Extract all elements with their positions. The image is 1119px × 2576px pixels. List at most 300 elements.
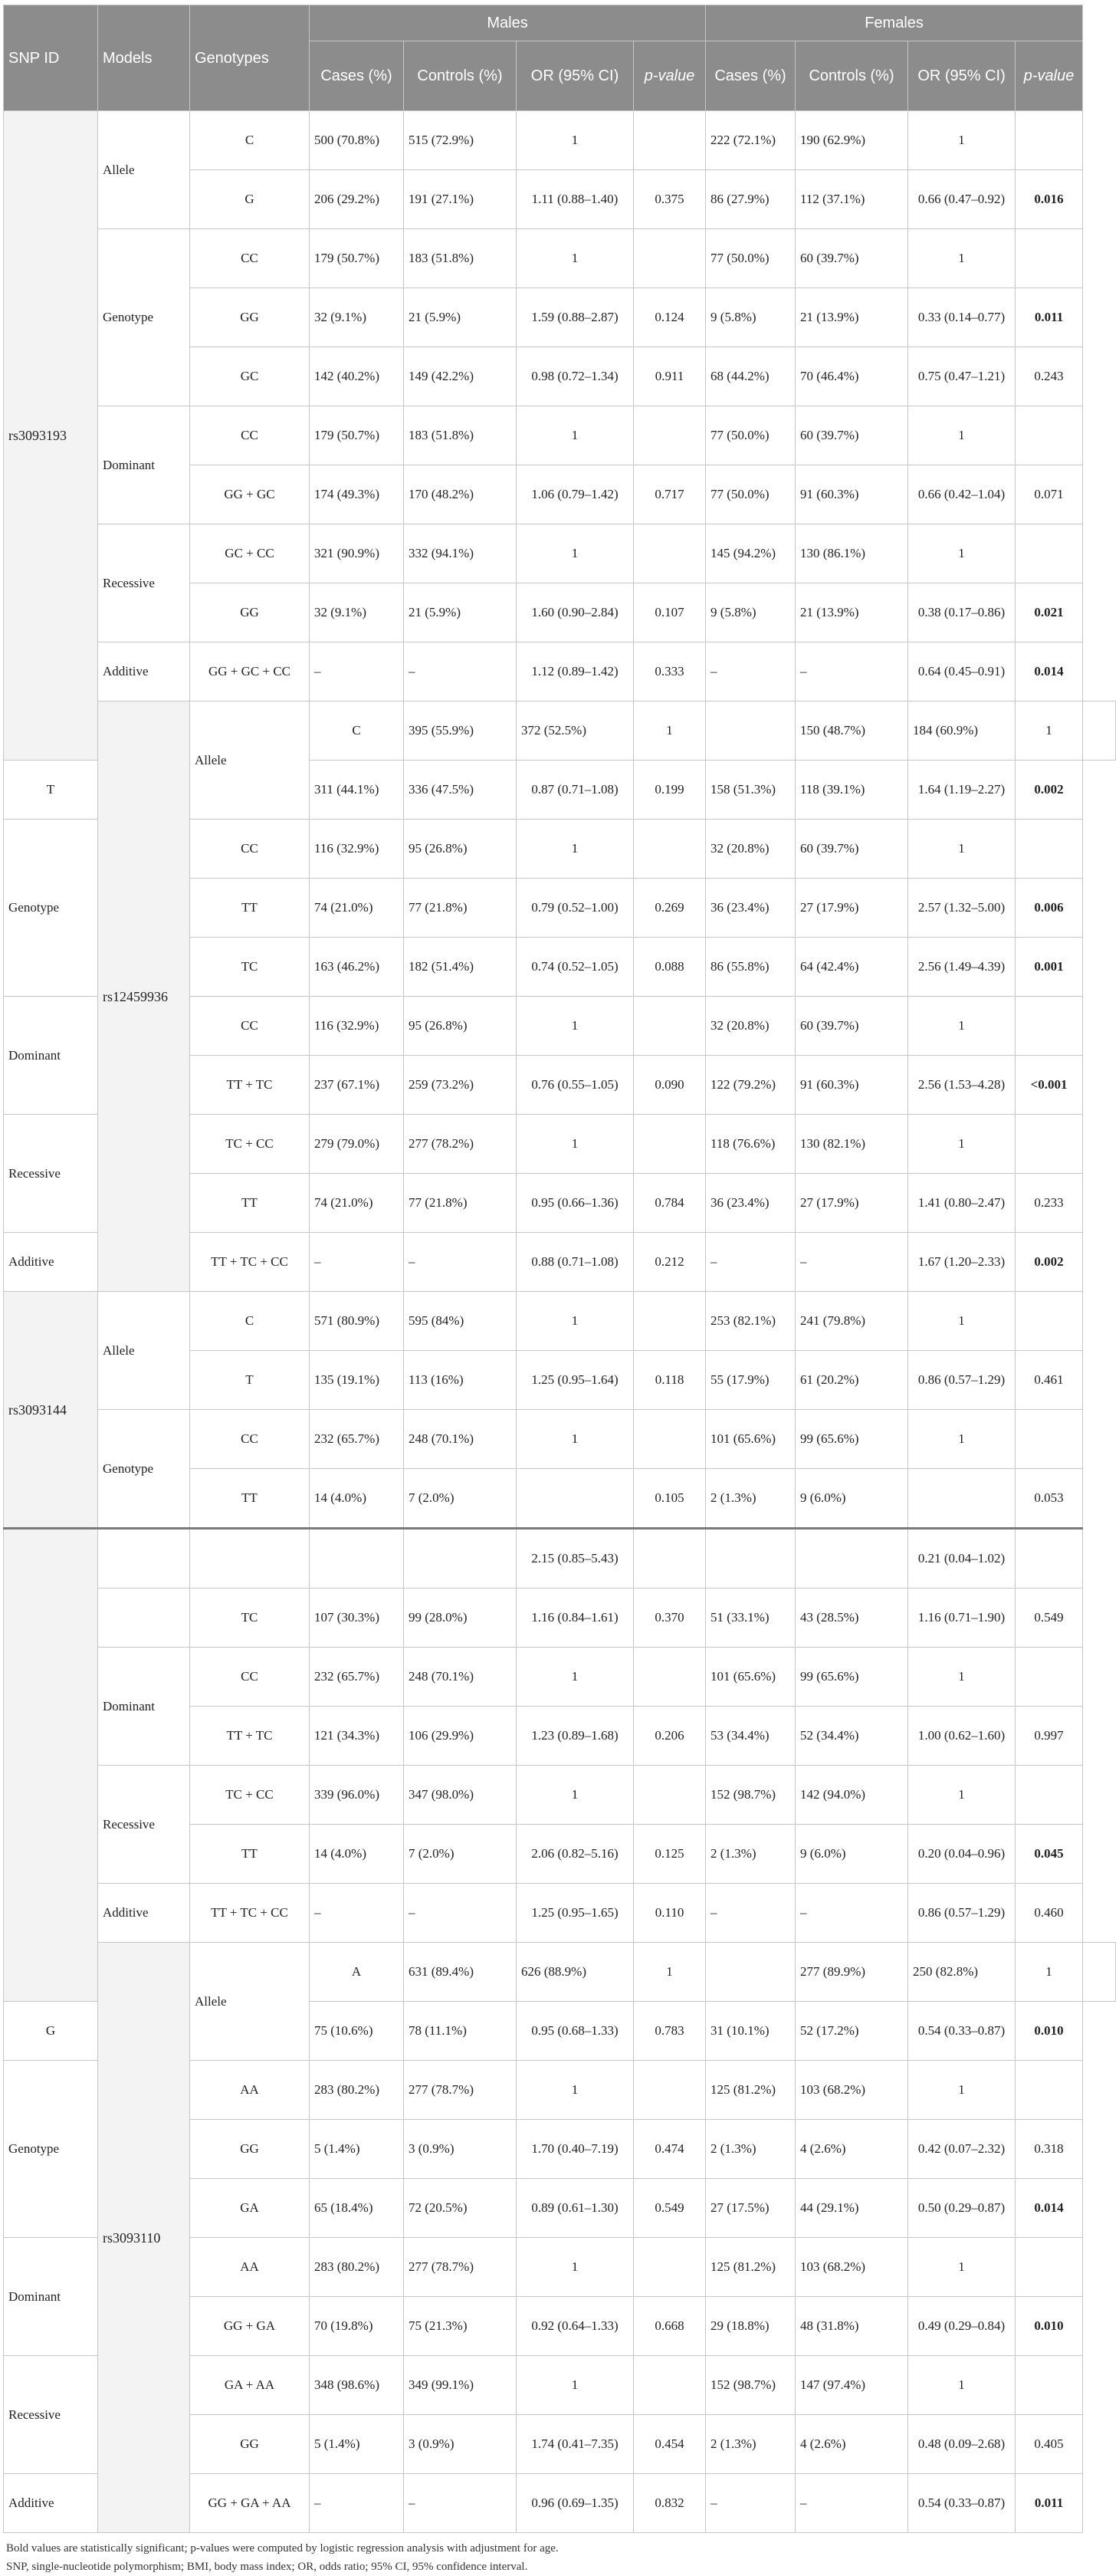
model-cell: Dominant: [98, 1648, 190, 1766]
male-pvalue-cell: [634, 2356, 706, 2415]
table-body: [4, 111, 1116, 2533]
male-cases-cell: 321 (90.9%): [310, 524, 404, 583]
header-male-pvalue: p-value: [634, 41, 706, 111]
male-cases-cell: 65 (18.4%): [310, 2179, 404, 2238]
genotype-cell: TT + TC + CC: [190, 1233, 310, 1292]
male-cases-cell: 179 (50.7%): [310, 406, 404, 465]
female-pvalue-cell: 0.010: [1016, 2297, 1083, 2356]
female-cases-cell: 2 (1.3%): [706, 2120, 796, 2179]
model-cell: [98, 1589, 190, 1648]
male-pvalue-cell: [634, 2238, 706, 2297]
table-row: [4, 702, 1116, 761]
male-cases-cell: 70 (19.8%): [310, 2297, 404, 2356]
genotype-cell: AA: [190, 2061, 310, 2120]
genotype-cell: G: [4, 2002, 98, 2061]
male-pvalue-cell: [634, 997, 706, 1056]
male-or-cell: 1.25 (0.95–1.64): [517, 1351, 634, 1410]
male-or-cell: 1: [517, 524, 634, 583]
model-cell: Additive: [98, 1884, 190, 1943]
female-cases-cell: –: [706, 1233, 796, 1292]
male-pvalue-cell: [634, 1529, 706, 1589]
female-controls-cell: –: [796, 2474, 908, 2533]
female-pvalue-cell: 0.014: [1016, 642, 1083, 702]
genotype-cell: CC: [190, 997, 310, 1056]
genotype-cell: GA: [190, 2179, 310, 2238]
table-row: [4, 1648, 1116, 1707]
table-header: [4, 5, 1116, 111]
male-pvalue-cell: 0.370: [634, 1589, 706, 1648]
female-pvalue-cell: 0.318: [1016, 2120, 1083, 2179]
female-controls-cell: 130 (82.1%): [796, 1115, 908, 1174]
male-pvalue-cell: 0.911: [634, 347, 706, 406]
female-controls-cell: 99 (65.6%): [796, 1410, 908, 1469]
female-or-cell: 1: [1016, 702, 1083, 761]
male-or-cell: 1: [517, 2356, 634, 2415]
male-or-cell: 1: [634, 702, 706, 761]
male-cases-cell: 283 (80.2%): [310, 2238, 404, 2297]
male-or-cell: 0.98 (0.72–1.34): [517, 347, 634, 406]
model-cell: Allele: [190, 702, 310, 820]
male-cases-cell: [310, 1529, 404, 1589]
male-pvalue-cell: 0.206: [634, 1707, 706, 1766]
table-row: [4, 1589, 1116, 1648]
female-pvalue-cell: 0.997: [1016, 1707, 1083, 1766]
male-pvalue-cell: 0.110: [634, 1884, 706, 1943]
male-controls-cell: 277 (78.7%): [404, 2238, 517, 2297]
male-or-cell: 1: [517, 820, 634, 879]
male-pvalue-cell: 0.454: [634, 2415, 706, 2474]
male-or-cell: 0.79 (0.52–1.00): [517, 879, 634, 938]
female-controls-cell: 61 (20.2%): [796, 1351, 908, 1410]
female-cases-cell: 2 (1.3%): [706, 1825, 796, 1884]
male-cases-cell: 74 (21.0%): [310, 1174, 404, 1233]
male-pvalue-cell: [634, 111, 706, 170]
male-or-cell: 0.74 (0.52–1.05): [517, 938, 634, 997]
female-cases-cell: 122 (79.2%): [706, 1056, 796, 1115]
female-or-cell: 0.50 (0.29–0.87): [908, 2179, 1016, 2238]
male-or-cell: 1: [517, 1292, 634, 1351]
header-female-pvalue: p-value: [1016, 41, 1083, 111]
male-pvalue-cell: 0.118: [634, 1351, 706, 1410]
male-pvalue-cell: 0.124: [634, 288, 706, 347]
male-pvalue-cell: 0.832: [634, 2474, 706, 2533]
table-row: [4, 1943, 1116, 2002]
genotype-cell: TT: [190, 1469, 310, 1529]
male-controls-cell: 21 (5.9%): [404, 288, 517, 347]
model-cell: Dominant: [4, 2238, 98, 2356]
genotype-cell: TC + CC: [190, 1115, 310, 1174]
header-females: Females: [706, 5, 1083, 41]
female-cases-cell: –: [706, 642, 796, 702]
female-cases-cell: 53 (34.4%): [706, 1707, 796, 1766]
male-or-cell: 1.06 (0.79–1.42): [517, 465, 634, 524]
female-cases-cell: 2 (1.3%): [706, 1469, 796, 1529]
female-controls-cell: 142 (94.0%): [796, 1766, 908, 1825]
female-pvalue-cell: 0.045: [1016, 1825, 1083, 1884]
female-or-cell: 1: [908, 111, 1016, 170]
genotype-cell: GG: [190, 288, 310, 347]
male-or-cell: 1.59 (0.88–2.87): [517, 288, 634, 347]
female-pvalue-cell: [1016, 997, 1083, 1056]
genotype-cell: GC + CC: [190, 524, 310, 583]
male-or-cell: 0.96 (0.69–1.35): [517, 2474, 634, 2533]
female-controls-cell: 60 (39.7%): [796, 820, 908, 879]
male-pvalue-cell: [634, 229, 706, 288]
header-male-controls: Controls (%): [404, 41, 517, 111]
model-cell: Additive: [4, 2474, 98, 2533]
female-controls-cell: 21 (13.9%): [796, 288, 908, 347]
female-controls-cell: –: [796, 1884, 908, 1943]
male-cases-cell: 5 (1.4%): [310, 2120, 404, 2179]
male-cases-cell: 121 (34.3%): [310, 1707, 404, 1766]
female-pvalue-cell: 0.233: [1016, 1174, 1083, 1233]
header-female-cases: Cases (%): [706, 41, 796, 111]
female-controls-cell: –: [796, 642, 908, 702]
female-or-cell: 2.56 (1.53–4.28): [908, 1056, 1016, 1115]
female-controls-cell: 4 (2.6%): [796, 2415, 908, 2474]
male-controls-cell: 77 (21.8%): [404, 1174, 517, 1233]
male-pvalue-cell: 0.090: [634, 1056, 706, 1115]
male-cases-cell: 135 (19.1%): [310, 1351, 404, 1410]
male-pvalue-cell: 0.474: [634, 2120, 706, 2179]
female-cases-cell: 253 (82.1%): [706, 1292, 796, 1351]
female-pvalue-cell: 0.002: [1016, 761, 1083, 820]
footnote-abbreviations: SNP, single-nucleotide polymorphism; BMI, body mass index; OR, odds ratio; 95% CI, 95% confidence interval.: [6, 2561, 528, 2573]
female-cases-cell: 36 (23.4%): [706, 1174, 796, 1233]
male-or-cell: 1.25 (0.95–1.65): [517, 1884, 634, 1943]
male-cases-cell: 5 (1.4%): [310, 2415, 404, 2474]
model-cell: [98, 1529, 190, 1589]
female-pvalue-cell: <0.001: [1016, 1056, 1083, 1115]
male-or-cell: 2.06 (0.82–5.16): [517, 1825, 634, 1884]
female-pvalue-cell: [1016, 524, 1083, 583]
female-cases-cell: 222 (72.1%): [706, 111, 796, 170]
male-cases-cell: 14 (4.0%): [310, 1469, 404, 1529]
table-row: [4, 1884, 1116, 1943]
male-cases-cell: 348 (98.6%): [310, 2356, 404, 2415]
male-cases-cell: 142 (40.2%): [310, 347, 404, 406]
model-cell: Recessive: [4, 1115, 98, 1233]
female-cases-cell: 150 (48.7%): [796, 702, 908, 761]
table-footnotes: [3, 2539, 1119, 2576]
male-or-cell: 1: [517, 406, 634, 465]
male-controls-cell: 626 (88.9%): [517, 1943, 634, 2002]
table-row: [4, 406, 1116, 465]
genotype-cell: T: [4, 761, 98, 820]
male-or-cell: 0.87 (0.71–1.08): [517, 761, 634, 820]
male-controls-cell: 149 (42.2%): [404, 347, 517, 406]
male-controls-cell: 349 (99.1%): [404, 2356, 517, 2415]
genotype-cell: C: [190, 111, 310, 170]
male-or-cell: 1: [517, 229, 634, 288]
female-cases-cell: –: [706, 2474, 796, 2533]
female-cases-cell: 31 (10.1%): [706, 2002, 796, 2061]
male-cases-cell: 232 (65.7%): [310, 1410, 404, 1469]
male-cases-cell: 32 (9.1%): [310, 288, 404, 347]
male-controls-cell: 78 (11.1%): [404, 2002, 517, 2061]
female-or-cell: 0.20 (0.04–0.96): [908, 1825, 1016, 1884]
female-or-cell: 1: [908, 1648, 1016, 1707]
male-controls-cell: 77 (21.8%): [404, 879, 517, 938]
female-or-cell: 0.54 (0.33–0.87): [908, 2002, 1016, 2061]
male-pvalue-cell: 0.199: [634, 761, 706, 820]
male-pvalue-cell: 0.333: [634, 642, 706, 702]
male-controls-cell: 595 (84%): [404, 1292, 517, 1351]
female-controls-cell: 44 (29.1%): [796, 2179, 908, 2238]
female-or-cell: 1: [908, 524, 1016, 583]
female-or-cell: 1: [908, 2061, 1016, 2120]
female-or-cell: 1: [908, 2238, 1016, 2297]
genotype-cell: GA + AA: [190, 2356, 310, 2415]
genotype-cell: C: [190, 1292, 310, 1351]
male-pvalue-cell: [634, 820, 706, 879]
female-cases-cell: 86 (27.9%): [706, 170, 796, 229]
male-or-cell: 0.95 (0.66–1.36): [517, 1174, 634, 1233]
female-cases-cell: 145 (94.2%): [706, 524, 796, 583]
female-controls-cell: 70 (46.4%): [796, 347, 908, 406]
model-cell: Additive: [98, 642, 190, 702]
genotype-cell: GG + GC: [190, 465, 310, 524]
genotype-cell: GC: [190, 347, 310, 406]
genotype-cell: T: [190, 1351, 310, 1410]
female-pvalue-cell: 0.243: [1016, 347, 1083, 406]
female-pvalue-cell: 0.011: [1016, 288, 1083, 347]
female-or-cell: 0.48 (0.09–2.68): [908, 2415, 1016, 2474]
female-or-cell: 0.38 (0.17–0.86): [908, 583, 1016, 642]
male-pvalue-cell: [634, 406, 706, 465]
table-row: [4, 1529, 1116, 1589]
male-controls-cell: –: [404, 2474, 517, 2533]
male-controls-cell: 191 (27.1%): [404, 170, 517, 229]
genotype-cell: CC: [190, 1410, 310, 1469]
male-controls-cell: 95 (26.8%): [404, 997, 517, 1056]
female-pvalue-cell: 0.001: [1016, 938, 1083, 997]
male-cases-cell: 283 (80.2%): [310, 2061, 404, 2120]
female-or-cell: 0.33 (0.14–0.77): [908, 288, 1016, 347]
male-pvalue-cell: [634, 524, 706, 583]
female-cases-cell: 55 (17.9%): [706, 1351, 796, 1410]
male-pvalue-cell: 0.269: [634, 879, 706, 938]
female-controls-cell: 60 (39.7%): [796, 229, 908, 288]
male-controls-cell: 113 (16%): [404, 1351, 517, 1410]
female-or-cell: 1: [908, 820, 1016, 879]
male-cases-cell: 74 (21.0%): [310, 879, 404, 938]
table-row: [4, 1410, 1116, 1469]
female-pvalue-cell: [1016, 1292, 1083, 1351]
male-controls-cell: 182 (51.4%): [404, 938, 517, 997]
male-pvalue-cell: 0.125: [634, 1825, 706, 1884]
table-row: [4, 642, 1116, 702]
genotype-cell: TC: [190, 938, 310, 997]
female-controls-cell: 99 (65.6%): [796, 1648, 908, 1707]
female-pvalue-cell: [1083, 1943, 1116, 2002]
male-cases-cell: 631 (89.4%): [404, 1943, 517, 2002]
female-pvalue-cell: [1016, 820, 1083, 879]
genotype-cell: GG: [190, 2415, 310, 2474]
male-pvalue-cell: [634, 1410, 706, 1469]
genotype-cell: GG + GA + AA: [190, 2474, 310, 2533]
female-cases-cell: 101 (65.6%): [706, 1410, 796, 1469]
header-male-or: OR (95% CI): [517, 41, 634, 111]
female-controls-cell: 147 (97.4%): [796, 2356, 908, 2415]
female-controls-cell: 27 (17.9%): [796, 1174, 908, 1233]
male-cases-cell: 75 (10.6%): [310, 2002, 404, 2061]
female-controls-cell: 184 (60.9%): [908, 702, 1016, 761]
genotype-cell: GG: [190, 2120, 310, 2179]
female-or-cell: 1: [908, 997, 1016, 1056]
male-or-cell: 1: [517, 2238, 634, 2297]
male-controls-cell: 248 (70.1%): [404, 1410, 517, 1469]
male-controls-cell: 248 (70.1%): [404, 1648, 517, 1707]
snp-id-cell: [4, 1529, 98, 2002]
male-cases-cell: 232 (65.7%): [310, 1648, 404, 1707]
male-cases-cell: 179 (50.7%): [310, 229, 404, 288]
female-pvalue-cell: [1016, 2061, 1083, 2120]
male-pvalue-cell: [706, 1943, 796, 2002]
female-or-cell: 2.57 (1.32–5.00): [908, 879, 1016, 938]
male-pvalue-cell: [634, 1292, 706, 1351]
male-controls-cell: 7 (2.0%): [404, 1825, 517, 1884]
male-controls-cell: 259 (73.2%): [404, 1056, 517, 1115]
female-pvalue-cell: [1016, 229, 1083, 288]
male-controls-cell: 99 (28.0%): [404, 1589, 517, 1648]
female-cases-cell: 77 (50.0%): [706, 229, 796, 288]
model-cell: Recessive: [98, 524, 190, 642]
genotype-cell: TT: [190, 1825, 310, 1884]
female-controls-cell: 64 (42.4%): [796, 938, 908, 997]
female-controls-cell: 91 (60.3%): [796, 1056, 908, 1115]
female-cases-cell: 77 (50.0%): [706, 465, 796, 524]
female-controls-cell: [796, 1529, 908, 1589]
header-male-cases: Cases (%): [310, 41, 404, 111]
female-or-cell: 1: [908, 1766, 1016, 1825]
female-controls-cell: –: [796, 1233, 908, 1292]
female-or-cell: 1.16 (0.71–1.90): [908, 1589, 1016, 1648]
female-pvalue-cell: [1083, 702, 1116, 761]
female-controls-cell: 130 (86.1%): [796, 524, 908, 583]
female-or-cell: 2.56 (1.49–4.39): [908, 938, 1016, 997]
female-or-cell: 1: [908, 1115, 1016, 1174]
genotype-cell: G: [190, 170, 310, 229]
female-pvalue-cell: 0.405: [1016, 2415, 1083, 2474]
male-controls-cell: 106 (29.9%): [404, 1707, 517, 1766]
female-controls-cell: 21 (13.9%): [796, 583, 908, 642]
header-snp-id: SNP ID: [4, 5, 98, 111]
female-controls-cell: 43 (28.5%): [796, 1589, 908, 1648]
model-cell: Allele: [98, 111, 190, 229]
male-cases-cell: 32 (9.1%): [310, 583, 404, 642]
male-or-cell: 1.60 (0.90–2.84): [517, 583, 634, 642]
female-pvalue-cell: 0.002: [1016, 1233, 1083, 1292]
male-controls-cell: 3 (0.9%): [404, 2415, 517, 2474]
male-controls-cell: 170 (48.2%): [404, 465, 517, 524]
female-cases-cell: –: [706, 1884, 796, 1943]
header-female-controls: Controls (%): [796, 41, 908, 111]
genotype-cell: CC: [190, 229, 310, 288]
male-controls-cell: 336 (47.5%): [404, 761, 517, 820]
model-cell: Genotype: [98, 229, 190, 406]
female-controls-cell: 48 (31.8%): [796, 2297, 908, 2356]
snp-association-table: [3, 5, 1116, 2533]
genotype-cell: TT: [190, 879, 310, 938]
model-cell: Dominant: [98, 406, 190, 524]
male-or-cell: 1.16 (0.84–1.61): [517, 1589, 634, 1648]
male-or-cell: 1: [517, 997, 634, 1056]
male-cases-cell: 107 (30.3%): [310, 1589, 404, 1648]
male-or-cell: 1.12 (0.89–1.42): [517, 642, 634, 702]
male-cases-cell: 571 (80.9%): [310, 1292, 404, 1351]
snp-id-cell: rs3093110: [98, 1943, 190, 2533]
male-cases-cell: 279 (79.0%): [310, 1115, 404, 1174]
female-or-cell: [908, 1469, 1016, 1529]
male-controls-cell: 183 (51.8%): [404, 229, 517, 288]
male-or-cell: 0.76 (0.55–1.05): [517, 1056, 634, 1115]
female-pvalue-cell: 0.006: [1016, 879, 1083, 938]
female-cases-cell: 51 (33.1%): [706, 1589, 796, 1648]
female-cases-cell: 32 (20.8%): [706, 820, 796, 879]
genotype-cell: GG: [190, 583, 310, 642]
female-pvalue-cell: 0.461: [1016, 1351, 1083, 1410]
male-or-cell: 2.15 (0.85–5.43): [517, 1529, 634, 1589]
genotype-cell: [190, 1529, 310, 1589]
genotype-cell: CC: [190, 820, 310, 879]
table-row: [4, 111, 1116, 170]
female-pvalue-cell: [1016, 1529, 1083, 1589]
genotype-cell: TT: [190, 1174, 310, 1233]
female-pvalue-cell: 0.021: [1016, 583, 1083, 642]
male-cases-cell: –: [310, 2474, 404, 2533]
footnote-significance: Bold values are statistically significant; p-values were computed by logistic regression analysis with adjustment for age.: [6, 2542, 559, 2555]
header-males: Males: [310, 5, 706, 41]
female-controls-cell: 190 (62.9%): [796, 111, 908, 170]
male-pvalue-cell: 0.549: [634, 2179, 706, 2238]
male-pvalue-cell: [634, 1648, 706, 1707]
header-genotypes: Genotypes: [190, 5, 310, 111]
female-cases-cell: 68 (44.2%): [706, 347, 796, 406]
male-or-cell: 1: [634, 1943, 706, 2002]
male-cases-cell: 339 (96.0%): [310, 1766, 404, 1825]
female-pvalue-cell: 0.014: [1016, 2179, 1083, 2238]
model-cell: Recessive: [98, 1766, 190, 1884]
male-cases-cell: 116 (32.9%): [310, 997, 404, 1056]
genotype-cell: C: [310, 702, 404, 761]
male-cases-cell: 237 (67.1%): [310, 1056, 404, 1115]
male-cases-cell: 500 (70.8%): [310, 111, 404, 170]
female-or-cell: 0.42 (0.07–2.32): [908, 2120, 1016, 2179]
female-cases-cell: 2 (1.3%): [706, 2415, 796, 2474]
model-cell: Recessive: [4, 2356, 98, 2474]
female-pvalue-cell: [1016, 1766, 1083, 1825]
female-pvalue-cell: [1016, 1115, 1083, 1174]
male-or-cell: 1: [517, 2061, 634, 2120]
male-cases-cell: –: [310, 1884, 404, 1943]
male-cases-cell: 14 (4.0%): [310, 1825, 404, 1884]
male-pvalue-cell: 0.088: [634, 938, 706, 997]
female-controls-cell: 60 (39.7%): [796, 406, 908, 465]
male-cases-cell: 163 (46.2%): [310, 938, 404, 997]
female-or-cell: 1: [908, 2356, 1016, 2415]
female-controls-cell: 103 (68.2%): [796, 2061, 908, 2120]
male-pvalue-cell: [634, 2061, 706, 2120]
snp-id-cell: rs3093144: [4, 1292, 98, 1529]
female-controls-cell: 91 (60.3%): [796, 465, 908, 524]
male-controls-cell: 21 (5.9%): [404, 583, 517, 642]
model-cell: Dominant: [4, 997, 98, 1115]
male-pvalue-cell: 0.107: [634, 583, 706, 642]
header-female-or: OR (95% CI): [908, 41, 1016, 111]
female-cases-cell: 29 (18.8%): [706, 2297, 796, 2356]
male-or-cell: 1: [517, 1648, 634, 1707]
